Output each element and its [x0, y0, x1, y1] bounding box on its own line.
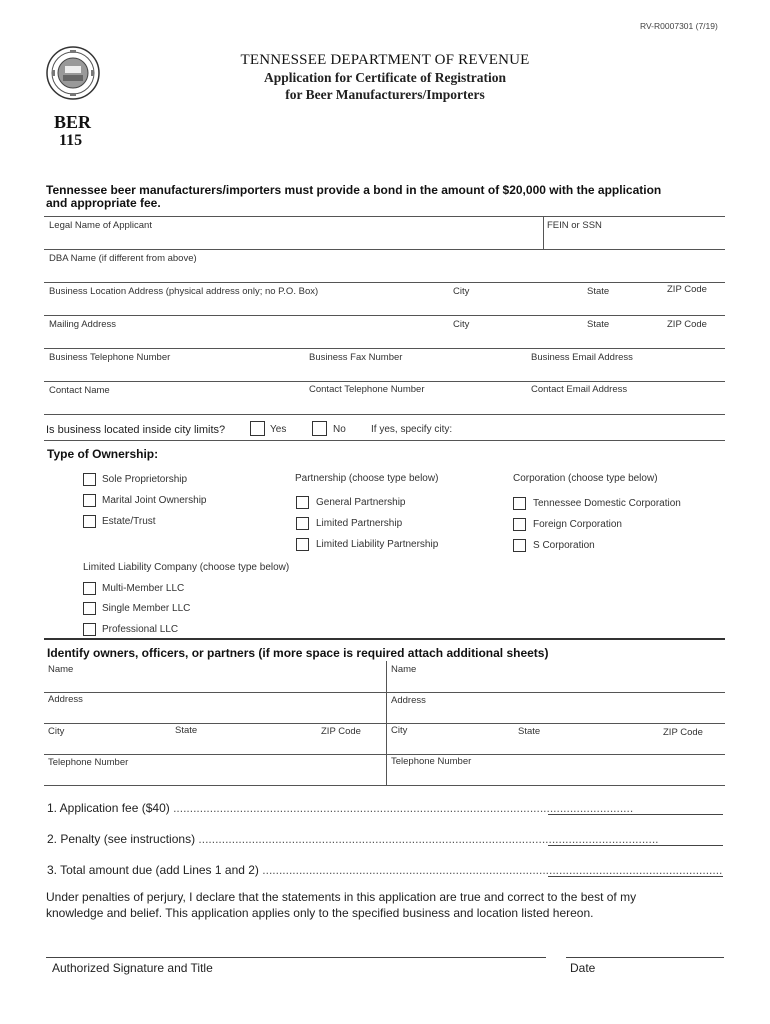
- bond-notice-line1: Tennessee beer manufacturers/importers must provide a bond in the amount of $20,000 with the application: [46, 183, 662, 197]
- date-label: Date: [570, 961, 596, 975]
- city-limits-yes-label: Yes: [270, 424, 287, 435]
- business-phone-field[interactable]: Business Telephone Number: [49, 352, 171, 363]
- tn-corporation-checkbox[interactable]: [513, 497, 526, 510]
- contact-phone-field[interactable]: Contact Telephone Number: [309, 384, 425, 395]
- bond-notice: [46, 184, 661, 210]
- form-id-ber: BER: [54, 112, 92, 132]
- single-member-llc-label: Single Member LLC: [102, 603, 191, 614]
- business-address-field[interactable]: Business Location Address (physical address only; no P.O. Box): [49, 286, 319, 297]
- fee-line-1-amount[interactable]: [548, 814, 723, 815]
- professional-llc-checkbox[interactable]: [83, 623, 96, 636]
- business-zip-field[interactable]: ZIP Code: [667, 284, 707, 295]
- tn-corporation-label: Tennessee Domestic Corporation: [533, 498, 681, 509]
- estate-trust-checkbox[interactable]: [83, 515, 96, 528]
- llp-checkbox[interactable]: [296, 538, 309, 551]
- foreign-corporation-label: Foreign Corporation: [533, 519, 622, 530]
- city-limits-question: Is business located inside city limits?: [46, 424, 226, 436]
- form-code: RV-R0007301 (7/19): [640, 21, 718, 31]
- estate-trust-label: Estate/Trust: [102, 516, 156, 527]
- llp-label: Limited Liability Partnership: [316, 539, 439, 550]
- owner2-phone-field[interactable]: Telephone Number: [391, 756, 472, 767]
- ownership-heading: Type of Ownership:: [47, 447, 159, 461]
- owner1-address-field[interactable]: Address: [48, 694, 83, 705]
- bond-notice-line2: and appropriate fee.: [46, 196, 161, 210]
- owner2-state-field[interactable]: State: [518, 726, 541, 737]
- sole-proprietorship-label: Sole Proprietorship: [102, 474, 188, 485]
- mailing-zip-field[interactable]: ZIP Code: [667, 319, 707, 330]
- legal-name-field[interactable]: Legal Name of Applicant: [49, 220, 152, 231]
- owner2-city-field[interactable]: City: [391, 725, 408, 736]
- signature-label: Authorized Signature and Title: [52, 961, 213, 975]
- contact-name-field[interactable]: Contact Name: [49, 385, 110, 396]
- fee-line-2-label: 2. Penalty (see instructions): [47, 832, 196, 846]
- owner2-address-field[interactable]: Address: [391, 695, 426, 706]
- owner2-zip-field[interactable]: ZIP Code: [663, 727, 703, 738]
- sole-proprietorship-checkbox[interactable]: [83, 473, 96, 486]
- mailing-city-field[interactable]: City: [453, 319, 470, 330]
- fee-line-1-label: 1. Application fee ($40): [47, 801, 170, 815]
- department-title: TENNESSEE DEPARTMENT OF REVENUE: [240, 52, 530, 68]
- fee-line-1: 1. Application fee ($40) ..........................................................................................................................................: [47, 801, 634, 815]
- form-title-line2: for Beer Manufacturers/Importers: [285, 87, 485, 102]
- business-email-field[interactable]: Business Email Address: [531, 352, 633, 363]
- single-member-llc-checkbox[interactable]: [83, 602, 96, 615]
- owner1-zip-field[interactable]: ZIP Code: [321, 726, 361, 737]
- general-partnership-checkbox[interactable]: [296, 496, 309, 509]
- fee-line-2: 2. Penalty (see instructions) ..........................................................................................................................................: [47, 832, 659, 846]
- city-limits-yes-checkbox[interactable]: [250, 421, 265, 436]
- dba-name-field[interactable]: DBA Name (if different from above): [49, 253, 197, 264]
- city-limits-no-label: No: [333, 424, 346, 435]
- perjury-declaration: [46, 889, 636, 921]
- fein-ssn-field[interactable]: FEIN or SSN: [547, 220, 602, 231]
- marital-joint-label: Marital Joint Ownership: [102, 495, 207, 506]
- date-line[interactable]: [566, 957, 724, 958]
- mailing-address-field[interactable]: Mailing Address: [49, 319, 117, 330]
- llc-heading: Limited Liability Company (choose type below): [83, 562, 290, 573]
- s-corporation-label: S Corporation: [533, 540, 595, 551]
- limited-partnership-checkbox[interactable]: [296, 517, 309, 530]
- corporation-heading: Corporation (choose type below): [513, 473, 658, 484]
- professional-llc-label: Professional LLC: [102, 624, 179, 635]
- general-partnership-label: General Partnership: [316, 497, 406, 508]
- multi-member-llc-checkbox[interactable]: [83, 582, 96, 595]
- s-corporation-checkbox[interactable]: [513, 539, 526, 552]
- fee-line-2-amount[interactable]: [548, 845, 723, 846]
- declaration-line-1: Under penalties of perjury, I declare that the statements in this application are true and correct to the best of my: [46, 890, 637, 904]
- specify-city-label: If yes, specify city:: [371, 424, 453, 435]
- marital-joint-checkbox[interactable]: [83, 494, 96, 507]
- business-state-field[interactable]: State: [587, 286, 610, 297]
- form-id-number: 115: [59, 132, 83, 149]
- fee-line-3-label: 3. Total amount due (add Lines 1 and 2): [47, 863, 259, 877]
- multi-member-llc-label: Multi-Member LLC: [102, 583, 185, 594]
- owner2-name-field[interactable]: Name: [391, 664, 417, 675]
- declaration-line-2: knowledge and belief. This application applies only to the specified business and location listed hereon.: [46, 906, 594, 920]
- fee-line-3-amount[interactable]: [548, 876, 723, 877]
- mailing-state-field[interactable]: State: [587, 319, 610, 330]
- owners-heading: Identify owners, officers, or partners (if more space is required attach additional sheets): [47, 646, 549, 660]
- business-fax-field[interactable]: Business Fax Number: [309, 352, 403, 363]
- owner1-name-field[interactable]: Name: [48, 664, 74, 675]
- partnership-heading: Partnership (choose type below): [295, 473, 439, 484]
- limited-partnership-label: Limited Partnership: [316, 518, 403, 529]
- fee-line-3: 3. Total amount due (add Lines 1 and 2) ..........................................................................................................................................: [47, 863, 723, 877]
- city-limits-no-checkbox[interactable]: [312, 421, 327, 436]
- form-title-line1: Application for Certificate of Registration: [264, 70, 506, 85]
- contact-email-field[interactable]: Contact Email Address: [531, 384, 628, 395]
- signature-line[interactable]: [46, 957, 546, 958]
- owner1-city-field[interactable]: City: [48, 726, 65, 737]
- foreign-corporation-checkbox[interactable]: [513, 518, 526, 531]
- owner1-state-field[interactable]: State: [175, 725, 198, 736]
- owner1-phone-field[interactable]: Telephone Number: [48, 757, 129, 768]
- business-city-field[interactable]: City: [453, 286, 470, 297]
